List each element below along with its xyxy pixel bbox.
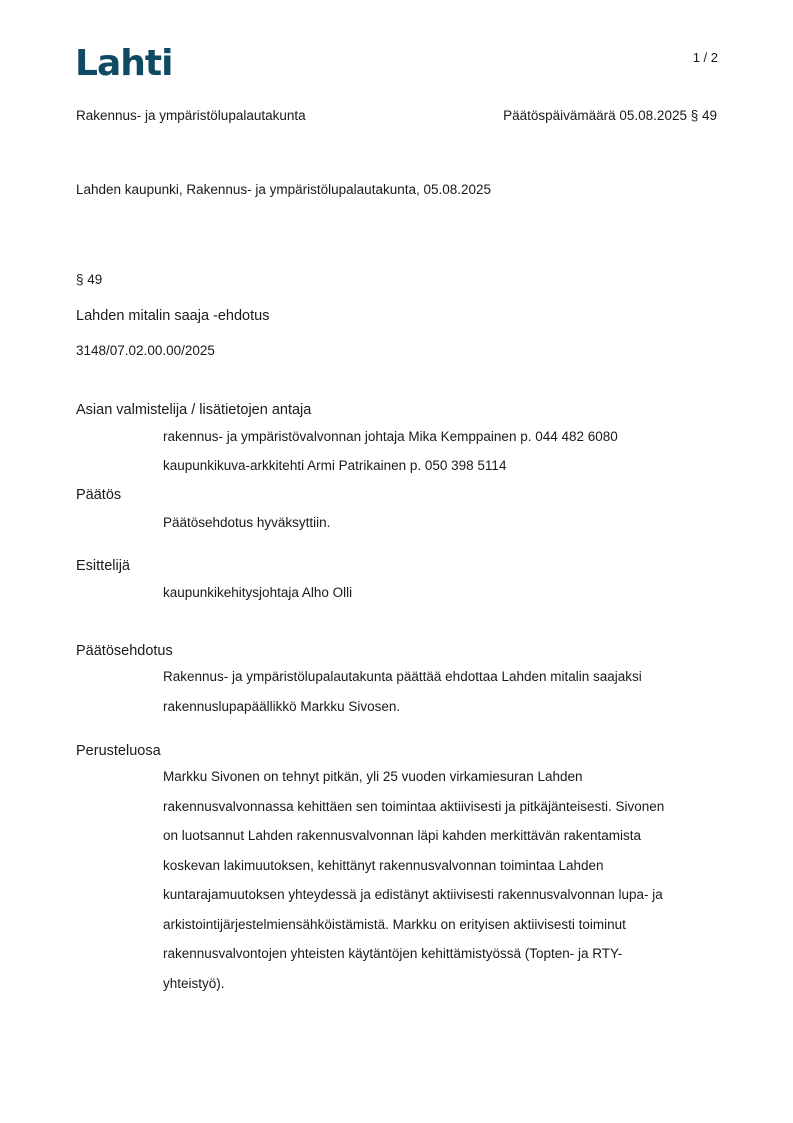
justification-line: kuntarajamuutoksen yhteydessä ja edistänyt aktiivisesti rakennusvalvonnan lupa- ja xyxy=(163,887,663,902)
proposal-line: rakennuslupapäällikkö Markku Sivosen. xyxy=(163,698,401,714)
proposal-heading: Päätösehdotus xyxy=(76,643,173,659)
justification-heading: Perusteluosa xyxy=(76,743,161,759)
page-number: 1 / 2 xyxy=(692,50,718,65)
presenter-text: kaupunkikehitysjohtaja Alho Olli xyxy=(163,585,353,600)
document-title: Lahden mitalin saaja -ehdotus xyxy=(76,308,270,324)
preparers-heading: Asian valmistelija / lisätietojen antaja xyxy=(76,402,312,418)
lahti-logo: Lahti xyxy=(75,43,173,84)
justification-line: yhteistyö). xyxy=(163,975,225,991)
justification-line: Markku Sivonen on tehnyt pitkän, yli 25 vuoden virkamiesuran Lahden xyxy=(163,769,583,784)
proposal-line: Rakennus- ja ympäristölupalautakunta päättää ehdottaa Lahden mitalin saajaksi xyxy=(163,669,642,684)
decision-text: Päätösehdotus hyväksyttiin. xyxy=(163,515,331,530)
header-decision-date: Päätöspäivämäärä 05.08.2025 § 49 xyxy=(503,108,717,123)
header-committee: Rakennus- ja ympäristölupalautakunta xyxy=(76,108,306,123)
justification-line: on luotsannut Lahden rakennusvalvonnan läpi kahden merkittävän rakentamista xyxy=(163,828,642,843)
justification-line: rakennusvalvonnassa kehittäen sen toimintaa aktiivisesti ja pitkäjänteisesti. Sivonen xyxy=(163,798,665,814)
record-number: 3148/07.02.00.00/2025 xyxy=(76,343,215,358)
justification-line: arkistointijärjestelmiensähköistämistä. Markku on erityisen aktiivisesti toiminut xyxy=(163,916,626,932)
justification-text xyxy=(163,762,723,998)
justification-line: rakennusvalvontojen yhteisten käytäntöjen kehittämistyössä (Topten- ja RTY- xyxy=(163,946,623,961)
proposal-text xyxy=(163,662,723,721)
presenter-heading: Esittelijä xyxy=(76,558,130,574)
decision-heading: Päätös xyxy=(76,487,122,503)
section-number: § 49 xyxy=(76,272,103,287)
justification-line: koskevan lakimuutoksen, kehittänyt rakennusvalvonnan toimintaa Lahden xyxy=(163,857,604,873)
meeting-line: Lahden kaupunki, Rakennus- ja ympäristölupalautakunta, 05.08.2025 xyxy=(76,182,492,197)
preparer-line: kaupunkikuva-arkkitehti Armi Patrikainen p. 050 398 5114 xyxy=(163,458,507,473)
preparer-line: rakennus- ja ympäristövalvonnan johtaja Mika Kemppainen p. 044 482 6080 xyxy=(163,429,618,444)
